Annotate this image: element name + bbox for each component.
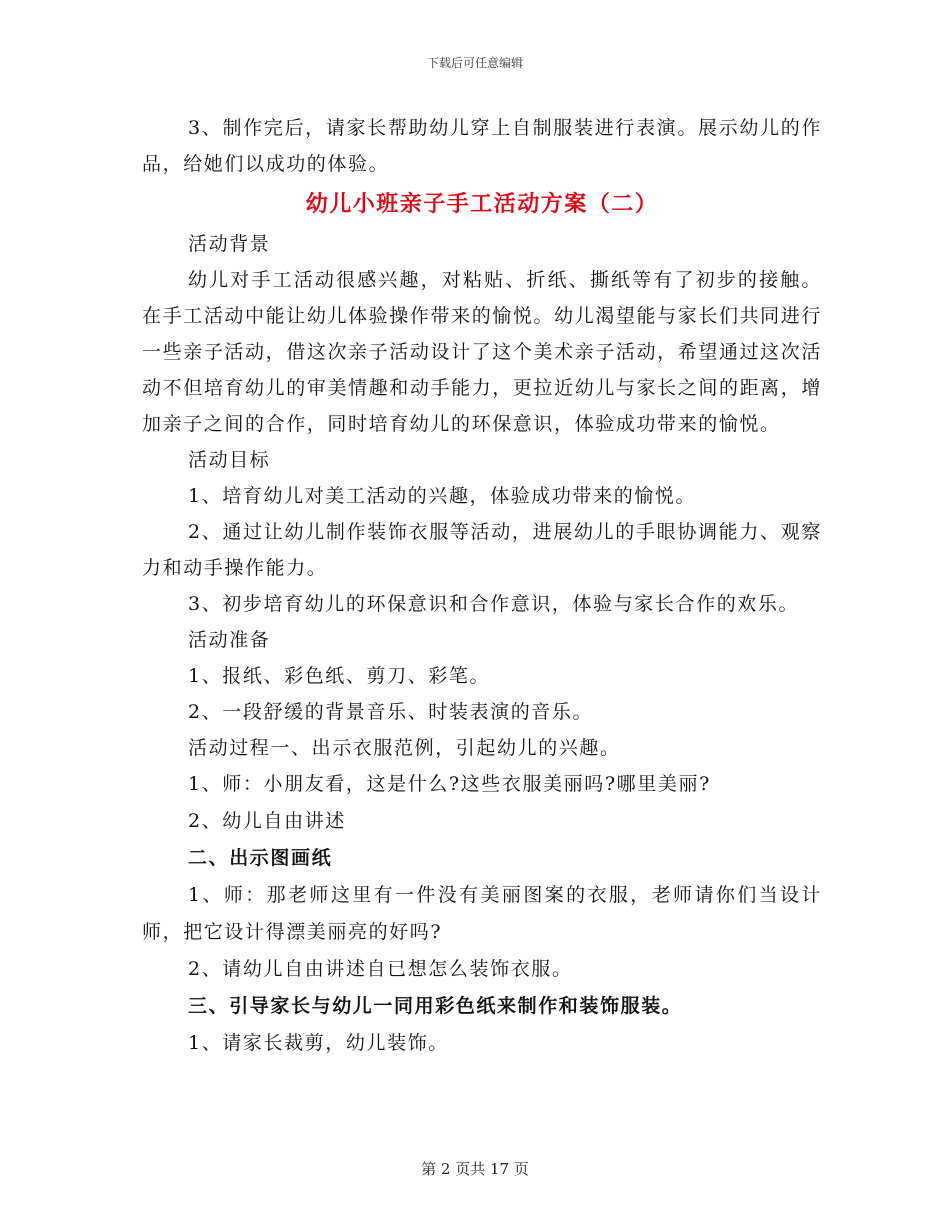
heading-step-3: 三、引导家长与幼儿一同用彩色纸来制作和装饰服装。 [188,995,683,1017]
heading-activity-background: 活动背景 [188,233,271,255]
paragraph-step3-performance: 3、制作完后，请家长帮助幼儿穿上自制服装进行表演。展示幼儿的作品，给她们以成功的体验。 [142,117,822,175]
prep-item-1: 1、报纸、彩色纸、剪刀、彩笔。 [188,665,491,687]
step3-item-1: 1、请家长裁剪，幼儿装饰。 [188,1032,449,1054]
step2-item-2: 2、请幼儿自由讲述自已想怎么装饰衣服。 [188,958,573,980]
goal-item-3: 3、初步培育幼儿的环保意识和合作意识，体验与家长合作的欢乐。 [188,593,800,615]
process-item-1: 1、师：小朋友看，这是什么?这些衣服美丽吗?哪里美丽? [188,773,711,795]
goal-item-1: 1、培育幼儿对美工活动的兴趣，体验成功带来的愉悦。 [188,485,697,507]
heading-activity-process: 活动过程一、出示衣服范例，引起幼儿的兴趣。 [188,737,621,759]
step2-item-1: 1、师：那老师这里有一件没有美丽图案的衣服，老师请你们当设计师，把它设计得漂美丽亮的好吗? [142,884,822,943]
process-item-2: 2、幼儿自由讲述 [188,810,346,832]
heading-activity-preparation: 活动准备 [188,629,271,651]
page-footer: 第 2 页共 17 页 [421,1160,529,1178]
document-body [142,110,822,1062]
prep-item-2: 2、一段舒缓的背景音乐、时装表演的音乐。 [188,701,594,723]
page-header: 下载后可任意编辑 [426,56,523,70]
paragraph-activity-background: 幼儿对手工活动很感兴趣，对粘贴、折纸、撕纸等有了初步的接触。在手工活动中能让幼儿体验操作带来的愉悦。幼儿渴望能与家长们共同进行一些亲子活动，借这次亲子活动设计了这个美术亲子活动，希望通过这次活动不但培育幼儿的审美情趣和动手能力，更拉近幼儿与家长之间的距离，增加亲子之间的合作，同时培育幼儿的环保意识，体验成功带来的愉悦。 [142,269,822,435]
heading-activity-goals: 活动目标 [188,449,271,471]
goal-item-2: 2、通过让幼儿制作装饰衣服等活动，进展幼儿的手眼协调能力、观察力和动手操作能力。 [142,521,822,579]
heading-step-2: 二、出示图画纸 [188,847,333,869]
section-title: 幼儿小班亲子手工活动方案（二） [305,191,659,217]
